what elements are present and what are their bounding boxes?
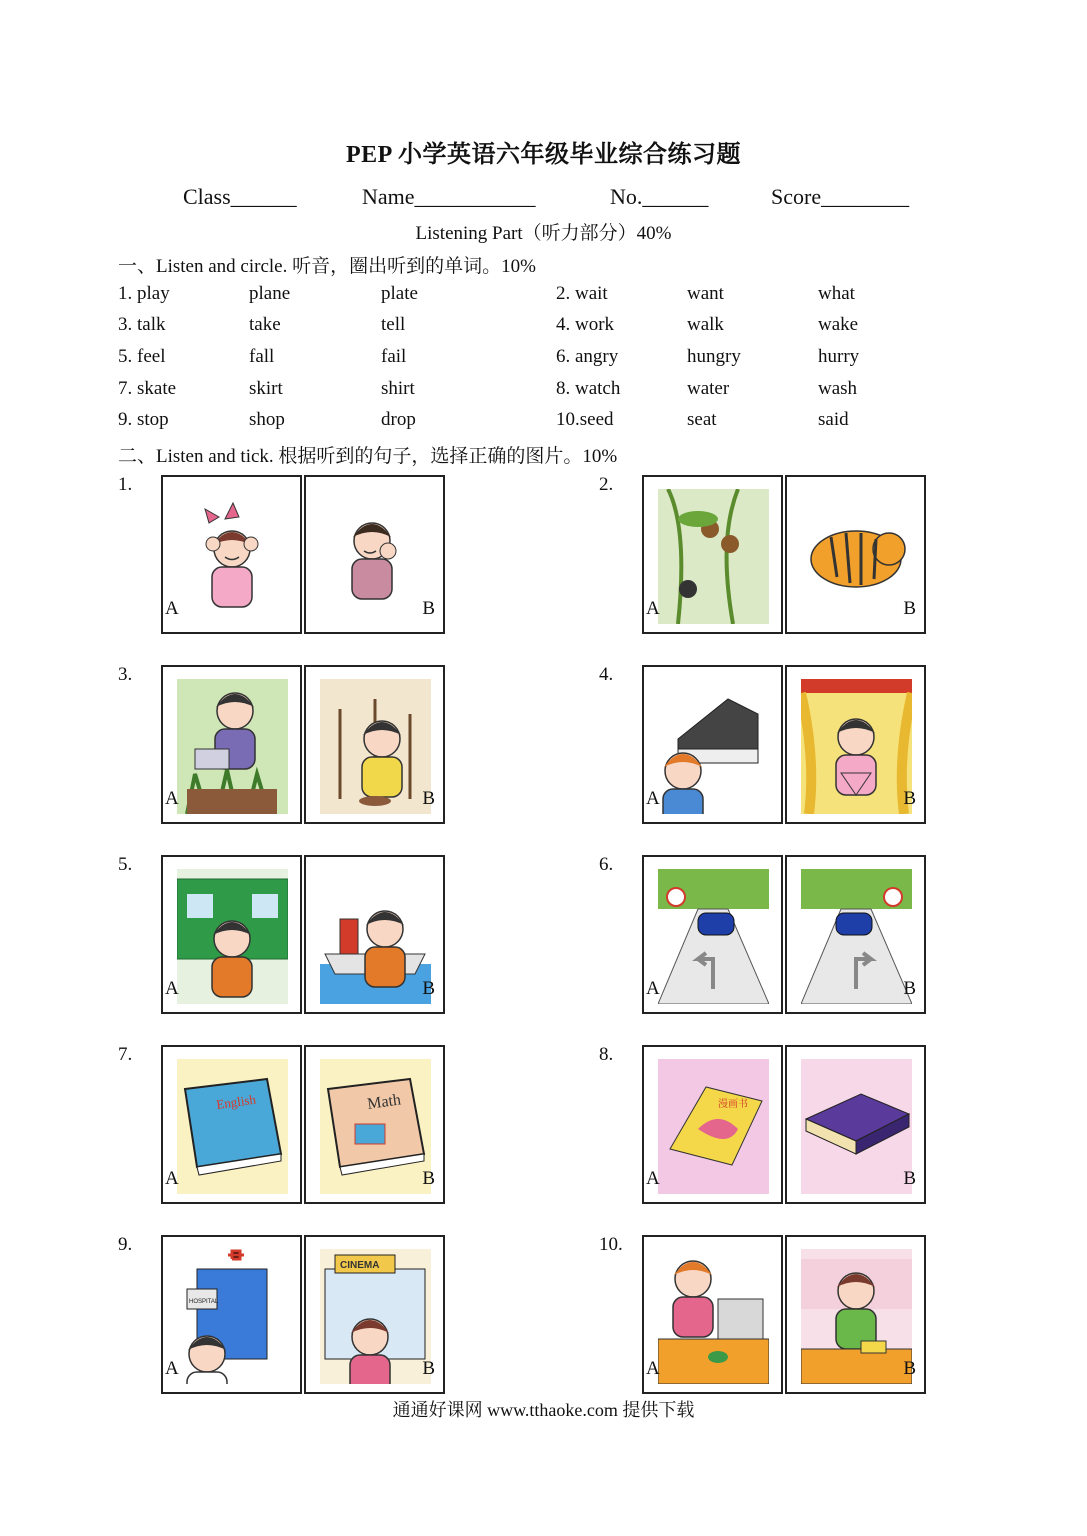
option-a-box[interactable]: [161, 1045, 302, 1204]
option-a-label: A: [165, 788, 179, 809]
option-b-box[interactable]: [785, 1045, 926, 1204]
score-field: Score________: [771, 184, 910, 209]
option-a-label: A: [165, 1358, 179, 1379]
footer-text: 通通好课网 www.tthaoke.com 提供下载: [392, 1400, 695, 1420]
option-a-label: A: [646, 1358, 660, 1379]
word-option[interactable]: 7. skate: [118, 378, 177, 399]
option-b-label: B: [422, 978, 435, 999]
option-a-label: A: [165, 598, 179, 619]
option-b-label: B: [903, 978, 916, 999]
option-b-label: B: [903, 1358, 916, 1379]
option-b-box[interactable]: [304, 1235, 445, 1394]
svg-text:English: English: [215, 1091, 257, 1112]
word-option[interactable]: plate: [381, 283, 418, 304]
option-b-label: B: [903, 788, 916, 809]
section1-heading: 一、Listen and circle. 听音，圈出听到的单词。10%: [118, 256, 536, 277]
option-b-box[interactable]: [304, 665, 445, 824]
option-b-box[interactable]: [304, 855, 445, 1014]
class-field: Class______: [183, 184, 297, 209]
option-b-label: B: [422, 1168, 435, 1189]
option-b-label: B: [903, 598, 916, 619]
name-field: Name___________: [362, 184, 536, 209]
word-option[interactable]: walk: [687, 314, 724, 335]
word-option[interactable]: hurry: [818, 346, 860, 367]
question-number: 3.: [118, 664, 133, 685]
word-option[interactable]: fail: [381, 346, 407, 367]
word-option[interactable]: what: [818, 283, 855, 304]
svg-text:HOSPITAL: HOSPITAL: [189, 1299, 219, 1305]
word-option[interactable]: 6. angry: [556, 346, 619, 367]
page-title: PEP 小学英语六年级毕业综合练习题: [345, 142, 741, 168]
word-option[interactable]: 3. talk: [118, 314, 166, 335]
option-a-box[interactable]: [642, 475, 783, 634]
question-number: 8.: [599, 1044, 614, 1065]
word-option[interactable]: seat: [687, 409, 717, 430]
option-a-box[interactable]: [161, 1235, 302, 1394]
word-option[interactable]: hungry: [687, 346, 741, 367]
word-option[interactable]: 2. wait: [556, 283, 608, 304]
word-option[interactable]: wash: [818, 378, 858, 399]
question-number: 9.: [118, 1234, 133, 1255]
question-number: 4.: [599, 664, 614, 685]
option-b-box[interactable]: [785, 1235, 926, 1394]
option-b-label: B: [422, 788, 435, 809]
question-number: 5.: [118, 854, 133, 875]
svg-text:Math: Math: [366, 1091, 403, 1113]
option-a-label: A: [646, 978, 660, 999]
word-option[interactable]: 8. watch: [556, 378, 621, 399]
option-b-label: B: [903, 1168, 916, 1189]
word-option[interactable]: 9. stop: [118, 409, 169, 430]
word-option[interactable]: shirt: [381, 378, 415, 399]
option-a-box[interactable]: [161, 665, 302, 824]
question-number: 7.: [118, 1044, 133, 1065]
option-b-box[interactable]: [304, 1045, 445, 1204]
word-option[interactable]: wake: [818, 314, 859, 335]
option-a-label: A: [165, 978, 179, 999]
option-a-box[interactable]: [642, 665, 783, 824]
word-option[interactable]: shop: [249, 409, 285, 430]
question-number: 1.: [118, 474, 133, 495]
word-option[interactable]: drop: [381, 409, 416, 430]
option-b-box[interactable]: [785, 855, 926, 1014]
number-field: No.______: [610, 184, 709, 209]
word-option[interactable]: skirt: [249, 378, 283, 399]
question-number: 6.: [599, 854, 614, 875]
question-number: 10.: [599, 1234, 623, 1255]
word-option[interactable]: said: [818, 409, 849, 430]
option-b-box[interactable]: [304, 475, 445, 634]
word-option[interactable]: want: [687, 283, 724, 304]
option-b-label: B: [422, 1358, 435, 1379]
word-option[interactable]: 4. work: [556, 314, 615, 335]
option-a-box[interactable]: [161, 475, 302, 634]
option-b-box[interactable]: [785, 475, 926, 634]
word-option[interactable]: 1. play: [118, 283, 170, 304]
word-option[interactable]: 5. feel: [118, 346, 166, 367]
option-a-label: A: [646, 1168, 660, 1189]
option-a-box[interactable]: [161, 855, 302, 1014]
option-a-label: A: [646, 788, 660, 809]
option-a-label: A: [646, 598, 660, 619]
option-a-box[interactable]: [642, 1235, 783, 1394]
word-option[interactable]: fall: [249, 346, 275, 367]
svg-text:漫画书: 漫画书: [718, 1099, 748, 1110]
option-a-label: A: [165, 1168, 179, 1189]
option-a-box[interactable]: [642, 1045, 783, 1204]
option-b-label: B: [422, 598, 435, 619]
word-option[interactable]: tell: [381, 314, 406, 335]
word-option[interactable]: 10.seed: [556, 409, 614, 430]
question-number: 2.: [599, 474, 614, 495]
option-a-box[interactable]: [642, 855, 783, 1014]
svg-text:CINEMA: CINEMA: [340, 1260, 380, 1271]
word-option[interactable]: plane: [249, 283, 291, 304]
word-option[interactable]: take: [249, 314, 281, 335]
listening-part-heading: Listening Part（听力部分）40%: [415, 223, 672, 244]
section2-heading: 二、Listen and tick. 根据听到的句子，选择正确的图片。10%: [118, 446, 618, 467]
option-b-box[interactable]: [785, 665, 926, 824]
word-option[interactable]: water: [687, 378, 730, 399]
